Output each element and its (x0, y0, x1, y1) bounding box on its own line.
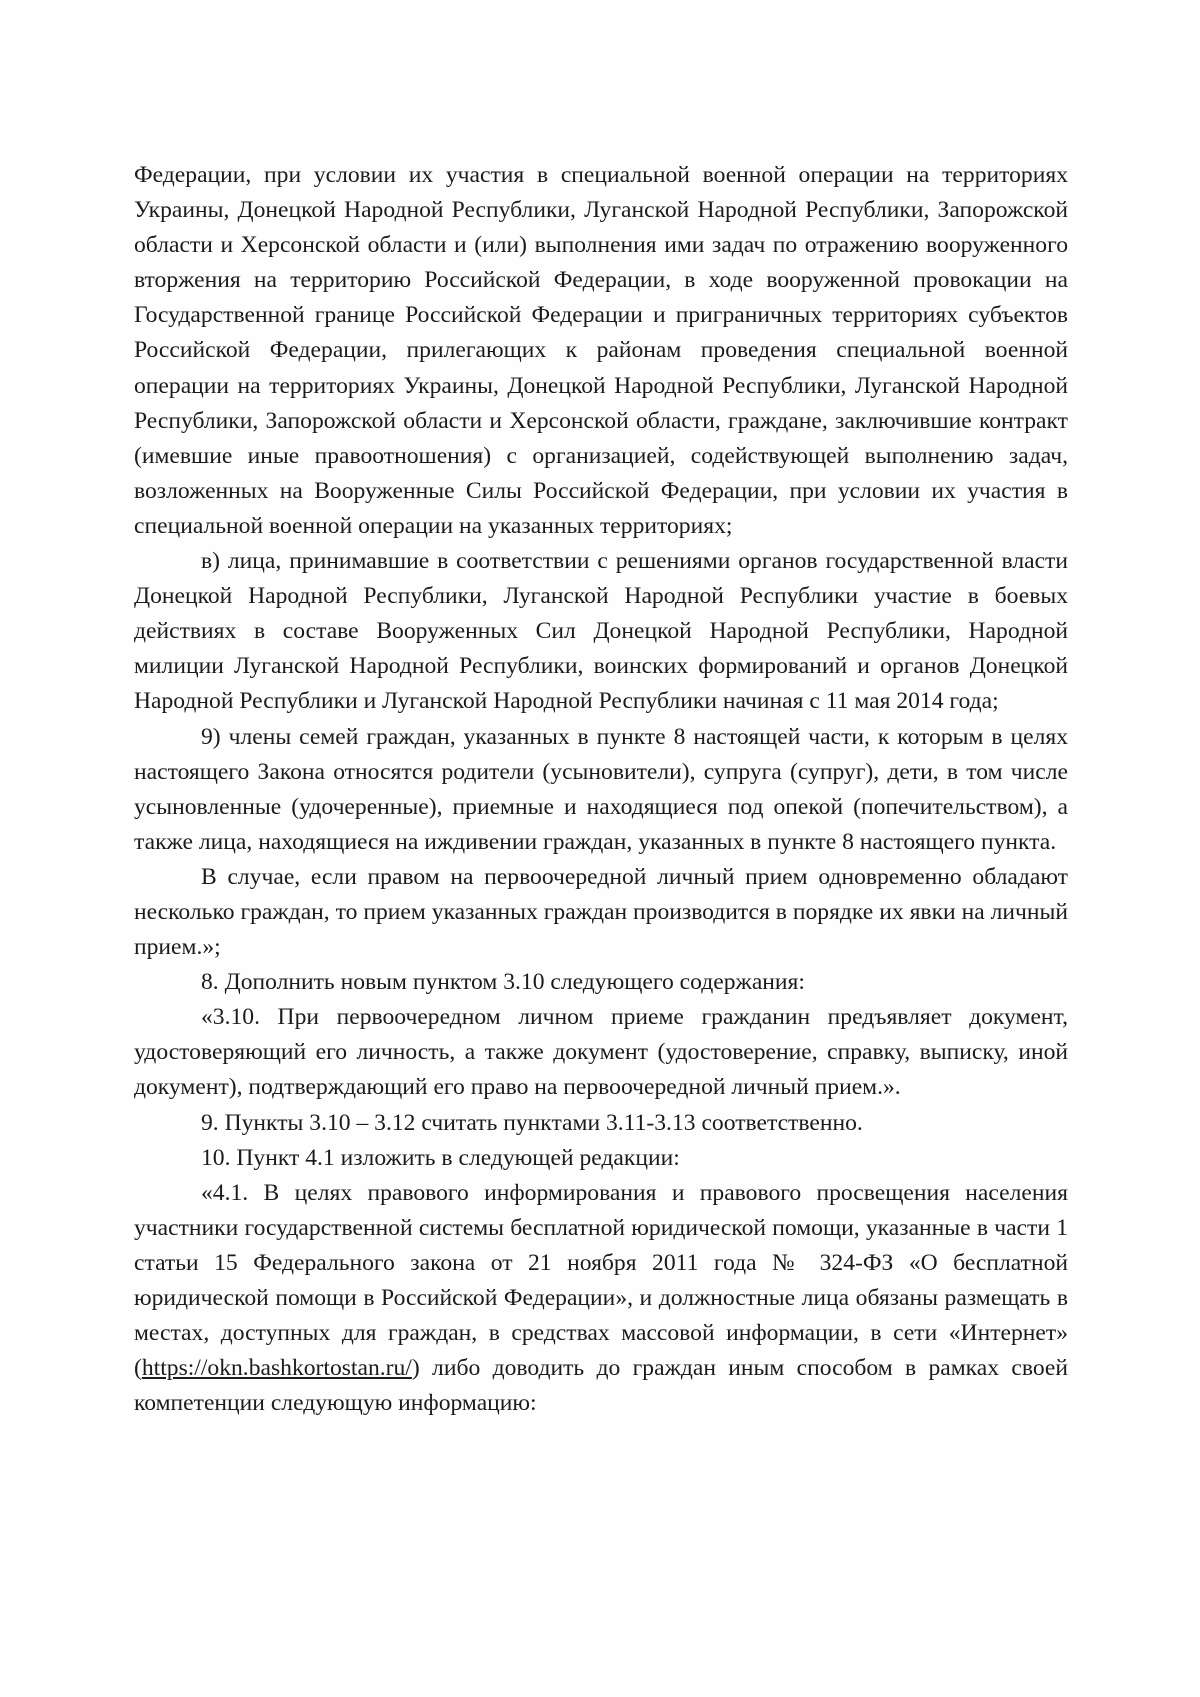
clause-4-1-text-before-link: «4.1. В целях правового информирования и правового просвещения населения участники государственной системы бесплатной юридической помощи, указанные в части 1 статьи 15 Федерального закона от 21 ноября 2011 года № 324-ФЗ «О бесплатной юридической помощи в Российской Федерации», и должностные лица обязаны размещать в местах, доступных для граждан, в средствах массовой информации, в сети «Интернет» ( (134, 1179, 1068, 1382)
paragraph-amendment-8: 8. Дополнить новым пунктом 3.10 следующего содержания: (201, 969, 805, 996)
paragraph-item-9: 9) члены семей граждан, указанных в пункте 8 настоящей части, к которым в целях настоящего Закона относятся родители (усыновители), супруга (супруг), дети, в том числе усыновленные (удочеренные), приемные и находящиеся под опекой (попечительством), а также лица, находящиеся на иждивении граждан, указанных в пункте 8 настоящего пункта. (134, 723, 1068, 855)
paragraph-simultaneous-right: В случае, если правом на первоочередной личный прием одновременно обладают несколько граждан, то прием указанных граждан производится в порядке их явки на личный прием.»; (134, 863, 1068, 961)
paragraph-continuation-federation: Федерации, при условии их участия в специальной военной операции на территориях Украины, Донецкой Народной Республики, Луганской Народной Республики, Запорожской области и Херсонской области и (или) выполнения ими задач по отражению вооруженного вторжения на территорию Российской Федерации, в ходе вооруженной провокации на Государственной границе Российской Федерации и приграничных территориях субъектов Российской Федерации, прилегающих к районам проведения специальной военной операции на территориях Украины, Донецкой Народной Республики, Луганской Народной Республики, Запорожской области и Херсонской области, граждане, заключившие контракт (имевшие иные правоотношения) с организацией, содействующей выполнению задач, возложенных на Вооруженные Силы Российской Федерации, при условии их участия в специальной военной операции на указанных территориях; (134, 162, 1068, 539)
paragraph-clause-3-10: «3.10. При первоочередном личном приеме гражданин предъявляет документ, удостоверяющий его личность, а также документ (удостоверение, справку, выписку, иной документ), подтверждающий его право на первоочередной личный прием.». (134, 1004, 1068, 1101)
paragraph-clause-4-1 (134, 1176, 1068, 1422)
clause-4-1-text-after-link: ) либо доводить до граждан иным способом в рамках своей компетенции следующую информацию: (134, 1355, 1068, 1417)
paragraph-amendment-10: 10. Пункт 4.1 изложить в следующей редакции: (201, 1144, 680, 1171)
paragraph-item-v: в) лица, принимавшие в соответствии с решениями органов государственной власти Донецкой Народной Республики, Луганской Народной Республики участие в боевых действиях в составе Вооруженных Сил Донецкой Народной Республики, Народной милиции Луганской Народной Республики, воинских формирований и органов Донецкой Народной Республики и Луганской Народной Республики начиная с 11 мая 2014 года; (134, 548, 1068, 715)
document-body (134, 158, 1068, 1421)
okn-website-link[interactable]: https://okn.bashkortostan.ru/ (141, 1355, 412, 1382)
paragraph-amendment-9: 9. Пункты 3.10 – 3.12 считать пунктами 3.11-3.13 соответственно. (201, 1109, 863, 1136)
